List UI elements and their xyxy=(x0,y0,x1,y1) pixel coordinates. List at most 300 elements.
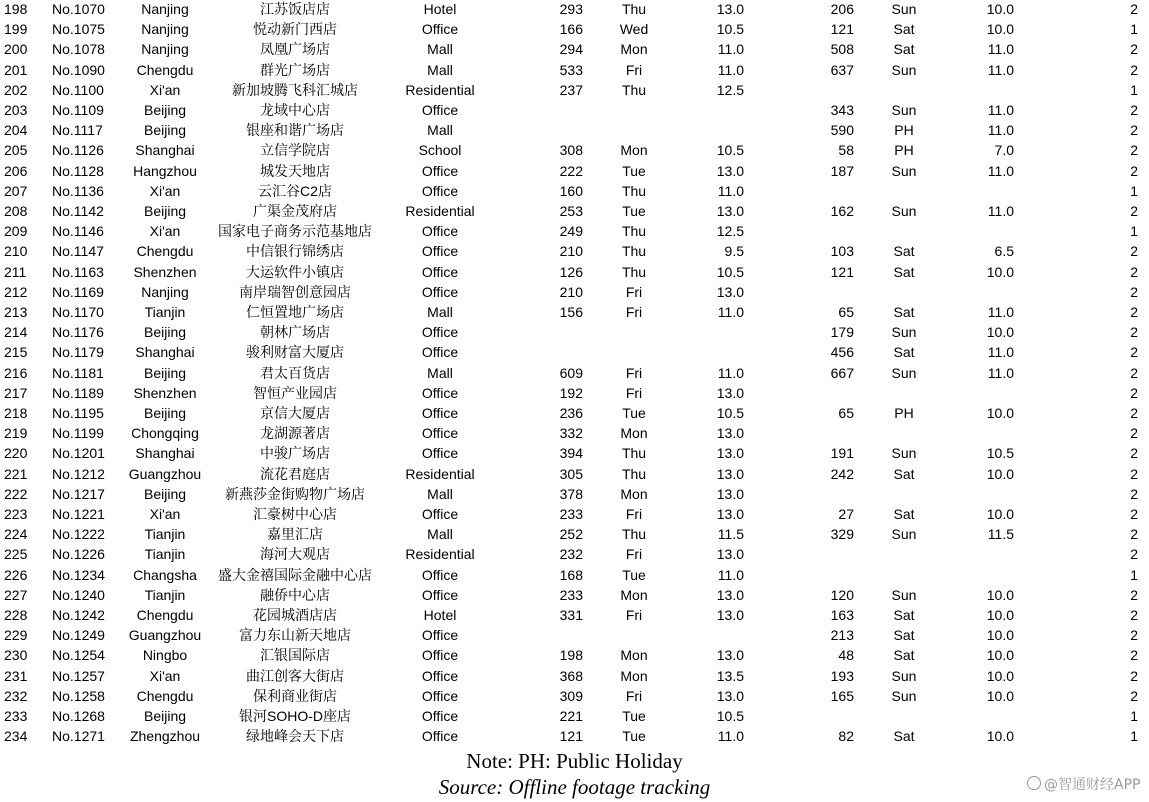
weekend-visits-cell: 187 xyxy=(830,162,854,179)
weekday-day-cell: Thu xyxy=(621,243,647,260)
row-index-cell: 224 xyxy=(4,526,28,543)
footnote-source: Source: Offline footage tracking xyxy=(438,775,711,799)
store-number-cell: No.1226 xyxy=(52,546,105,563)
table-row xyxy=(0,201,1149,221)
store-name-cell: 曲江创客大街店 xyxy=(246,667,344,684)
weekday-visits-cell: 126 xyxy=(559,263,583,280)
table-row xyxy=(0,544,1149,564)
row-index-cell: 223 xyxy=(4,506,28,522)
table-row xyxy=(0,302,1149,322)
city-cell: Xi'an xyxy=(149,182,181,199)
store-type-cell: Office xyxy=(421,445,459,462)
weekend-visits-cell: 590 xyxy=(830,122,854,139)
weekend-hours-cell: 10.0 xyxy=(986,667,1014,684)
store-name-cell: 中骏广场店 xyxy=(260,445,330,462)
weekend-day-cell: Sun xyxy=(891,203,917,219)
weekend-day-cell: Sun xyxy=(891,61,917,78)
weekend-visits-cell: 456 xyxy=(830,344,854,361)
store-name-cell: 富力东山新天地店 xyxy=(239,627,351,644)
row-index-cell: 210 xyxy=(4,243,28,260)
weekday-day-cell: Wed xyxy=(619,21,649,38)
weekday-day-cell: Fri xyxy=(625,61,643,78)
store-name-cell: 骏利财富大厦店 xyxy=(246,344,344,361)
weekday-hours-cell: 9.5 xyxy=(724,243,744,260)
count-cell: 2 xyxy=(1130,445,1138,462)
city-cell: Nanjing xyxy=(141,21,189,38)
store-name-cell: 悦动新门西店 xyxy=(253,21,337,38)
weekday-hours-cell: 13.0 xyxy=(716,162,744,179)
row-index-cell: 214 xyxy=(4,324,28,341)
row-index-cell: 211 xyxy=(4,263,27,280)
store-number-cell: No.1075 xyxy=(52,21,105,38)
store-name-cell: 城发天地店 xyxy=(260,162,330,179)
table-row xyxy=(0,585,1149,605)
weekend-visits-cell: 163 xyxy=(830,607,854,623)
weekday-day-cell: Tue xyxy=(622,708,646,724)
weekend-visits-cell: 343 xyxy=(830,102,854,118)
count-cell: 2 xyxy=(1130,263,1138,280)
weekday-visits-cell: 233 xyxy=(559,506,583,522)
store-name-cell: 京信大厦店 xyxy=(260,405,330,421)
store-type-cell: Office xyxy=(421,566,459,583)
weekend-visits-cell: 82 xyxy=(838,728,854,745)
weekend-day-cell: Sat xyxy=(893,647,915,664)
weekday-day-cell: Thu xyxy=(621,263,647,280)
count-cell: 2 xyxy=(1130,586,1138,603)
weekend-day-cell: PH xyxy=(894,142,914,159)
store-type-cell: Office xyxy=(421,21,459,38)
weekday-day-cell: Thu xyxy=(621,1,647,17)
row-index-cell: 212 xyxy=(4,283,28,300)
city-cell: Xi'an xyxy=(149,81,181,98)
city-cell: Chengdu xyxy=(136,61,194,78)
weekend-hours-cell: 11.0 xyxy=(987,122,1014,139)
store-number-cell: No.1078 xyxy=(52,41,105,58)
weekday-visits-cell: 309 xyxy=(559,687,583,704)
store-number-cell: No.1222 xyxy=(52,526,105,543)
weekday-visits-cell: 308 xyxy=(559,142,583,159)
count-cell: 2 xyxy=(1130,102,1138,118)
count-cell: 2 xyxy=(1130,41,1138,58)
row-index-cell: 209 xyxy=(4,223,28,240)
count-cell: 2 xyxy=(1130,304,1138,320)
store-name-cell: 朝林广场店 xyxy=(260,324,330,341)
weekday-visits-cell: 121 xyxy=(559,728,583,745)
weekend-day-cell: Sun xyxy=(891,687,917,704)
weekend-visits-cell: 165 xyxy=(830,687,854,704)
row-index-cell: 201 xyxy=(4,61,28,78)
weekday-day-cell: Thu xyxy=(621,81,647,98)
store-type-cell: Office xyxy=(421,223,459,240)
table-row xyxy=(0,605,1149,625)
weekday-visits-cell: 192 xyxy=(559,384,583,401)
weekday-visits-cell: 210 xyxy=(559,243,583,260)
row-index-cell: 205 xyxy=(4,142,28,159)
store-type-cell: Office xyxy=(421,425,459,442)
store-number-cell: No.1242 xyxy=(52,607,105,623)
weekday-visits-cell: 378 xyxy=(559,485,583,502)
store-name-cell: 汇银国际店 xyxy=(260,647,330,664)
store-number-cell: No.1100 xyxy=(52,81,104,98)
row-index-cell: 200 xyxy=(4,41,28,58)
store-number-cell: No.1268 xyxy=(52,708,105,724)
table-row xyxy=(0,565,1149,585)
store-name-cell: 江苏饭店店 xyxy=(260,1,330,17)
weekday-visits-cell: 253 xyxy=(559,203,583,219)
weekend-hours-cell: 10.0 xyxy=(986,728,1014,745)
footnote-note: Note: PH: Public Holiday xyxy=(466,749,683,773)
weekday-day-cell: Fri xyxy=(625,506,643,522)
store-type-cell: Office xyxy=(421,586,459,603)
store-name-cell: 智恒产业园店 xyxy=(253,384,337,401)
store-number-cell: No.1117 xyxy=(52,122,103,139)
city-cell: Chengdu xyxy=(136,607,194,623)
weekend-day-cell: Sat xyxy=(893,465,915,482)
table-row xyxy=(0,181,1149,201)
store-type-cell: Mall xyxy=(427,304,453,320)
row-index-cell: 204 xyxy=(4,122,28,139)
city-cell: Xi'an xyxy=(149,667,181,684)
weekday-visits-cell: 305 xyxy=(559,465,583,482)
weekend-hours-cell: 10.0 xyxy=(986,324,1014,341)
weekend-visits-cell: 65 xyxy=(838,304,854,320)
store-number-cell: No.1070 xyxy=(52,1,105,17)
table-row xyxy=(0,241,1149,261)
weekday-day-cell: Thu xyxy=(621,445,647,462)
table-row xyxy=(0,363,1149,383)
store-name-cell: 花园城酒店店 xyxy=(253,607,337,623)
weekday-hours-cell: 13.0 xyxy=(716,647,744,664)
weekend-visits-cell: 48 xyxy=(838,647,854,664)
weekend-hours-cell: 10.5 xyxy=(986,445,1014,462)
count-cell: 1 xyxy=(1130,21,1138,38)
count-cell: 2 xyxy=(1130,526,1138,543)
city-cell: Chengdu xyxy=(136,687,194,704)
row-index-cell: 228 xyxy=(4,607,28,623)
weekend-day-cell: Sun xyxy=(891,526,917,543)
weekday-visits-cell: 237 xyxy=(559,81,583,98)
city-cell: Tianjin xyxy=(144,526,186,543)
store-type-cell: Office xyxy=(421,667,459,684)
store-number-cell: No.1201 xyxy=(52,445,105,462)
weekend-visits-cell: 667 xyxy=(830,364,854,381)
store-number-cell: No.1271 xyxy=(52,728,105,745)
weekend-hours-cell: 10.0 xyxy=(986,687,1014,704)
count-cell: 2 xyxy=(1130,506,1138,522)
count-cell: 2 xyxy=(1130,687,1138,704)
store-name-cell: 汇豪树中心店 xyxy=(253,506,337,522)
store-number-cell: No.1126 xyxy=(52,142,104,159)
weekday-hours-cell: 13.0 xyxy=(716,384,744,401)
weekday-hours-cell: 13.0 xyxy=(716,1,744,17)
store-type-cell: Hotel xyxy=(423,607,457,623)
weekday-visits-cell: 198 xyxy=(559,647,583,664)
store-name-cell: 海河大观店 xyxy=(260,546,330,563)
store-type-cell: Office xyxy=(421,243,459,260)
store-type-cell: Office xyxy=(421,687,459,704)
table-row xyxy=(0,423,1149,443)
weekday-hours-cell: 13.5 xyxy=(716,667,744,684)
store-number-cell: No.1221 xyxy=(52,506,105,522)
weekday-visits-cell: 166 xyxy=(559,21,583,38)
count-cell: 2 xyxy=(1130,667,1138,684)
store-type-cell: Office xyxy=(421,405,459,421)
table-row xyxy=(0,39,1149,59)
store-type-cell: Office xyxy=(421,283,459,300)
city-cell: Shenzhen xyxy=(133,384,197,401)
table-row xyxy=(0,383,1149,403)
store-type-cell: Hotel xyxy=(423,1,457,17)
row-index-cell: 232 xyxy=(4,687,28,704)
weekend-visits-cell: 162 xyxy=(830,203,854,219)
store-number-cell: No.1179 xyxy=(52,344,104,361)
store-type-cell: Office xyxy=(421,384,459,401)
store-number-cell: No.1090 xyxy=(52,61,105,78)
store-number-cell: No.1147 xyxy=(52,243,104,260)
row-index-cell: 198 xyxy=(4,1,28,17)
store-name-cell: 银座和谐广场店 xyxy=(246,122,344,139)
weekday-day-cell: Thu xyxy=(621,182,647,199)
weekend-visits-cell: 179 xyxy=(830,324,854,341)
store-name-cell: 盛大金禧国际金融中心店 xyxy=(218,566,372,583)
weekend-hours-cell: 11.0 xyxy=(987,102,1014,118)
weekend-visits-cell: 213 xyxy=(830,627,854,644)
count-cell: 2 xyxy=(1130,243,1138,260)
weekend-day-cell: Sat xyxy=(893,607,915,623)
store-name-cell: 绿地峰会天下店 xyxy=(246,728,344,745)
weekend-visits-cell: 508 xyxy=(830,41,854,58)
weekday-hours-cell: 13.0 xyxy=(716,425,744,442)
weekday-hours-cell: 11.0 xyxy=(717,364,744,381)
store-name-cell: 仁恒置地广场店 xyxy=(246,304,344,320)
weekend-hours-cell: 11.0 xyxy=(987,304,1014,320)
row-index-cell: 217 xyxy=(4,384,28,401)
store-name-cell: 云汇谷C2店 xyxy=(258,182,332,199)
table-row xyxy=(0,322,1149,342)
table-row xyxy=(0,342,1149,362)
weekday-day-cell: Fri xyxy=(625,384,643,401)
store-type-cell: Residential xyxy=(405,465,475,482)
store-number-cell: No.1258 xyxy=(52,687,105,704)
weekend-day-cell: Sun xyxy=(891,162,917,179)
logo-icon xyxy=(1027,776,1041,790)
city-cell: Ningbo xyxy=(142,647,188,664)
weekday-hours-cell: 13.0 xyxy=(716,586,744,603)
weekday-hours-cell: 12.5 xyxy=(716,223,744,240)
store-name-cell: 龙域中心店 xyxy=(260,102,330,118)
city-cell: Xi'an xyxy=(149,506,181,522)
city-cell: Nanjing xyxy=(141,1,189,17)
city-cell: Beijing xyxy=(143,102,187,118)
row-index-cell: 219 xyxy=(4,425,28,442)
store-type-cell: Office xyxy=(421,162,459,179)
store-type-cell: School xyxy=(418,142,462,159)
table-row xyxy=(0,221,1149,241)
store-number-cell: No.1240 xyxy=(52,586,105,603)
weekday-hours-cell: 10.5 xyxy=(716,142,744,159)
city-cell: Shenzhen xyxy=(133,263,197,280)
city-cell: Shanghai xyxy=(135,344,195,361)
city-cell: Beijing xyxy=(143,708,187,724)
weekday-hours-cell: 10.5 xyxy=(716,263,744,280)
weekend-visits-cell: 65 xyxy=(838,405,854,421)
weekend-day-cell: Sun xyxy=(891,324,917,341)
row-index-cell: 199 xyxy=(4,21,28,38)
table-row xyxy=(0,464,1149,484)
weekday-visits-cell: 331 xyxy=(559,607,583,623)
weekday-visits-cell: 533 xyxy=(559,61,583,78)
weekday-hours-cell: 11.0 xyxy=(717,41,744,58)
count-cell: 2 xyxy=(1130,122,1138,139)
weekend-hours-cell: 10.0 xyxy=(986,21,1014,38)
row-index-cell: 207 xyxy=(4,182,28,199)
store-type-cell: Mall xyxy=(427,526,453,543)
city-cell: Nanjing xyxy=(141,41,189,58)
table-row xyxy=(0,161,1149,181)
store-name-cell: 保利商业街店 xyxy=(253,687,337,704)
store-type-cell: Office xyxy=(421,728,459,745)
weekday-visits-cell: 232 xyxy=(559,546,583,563)
count-cell: 2 xyxy=(1130,647,1138,664)
row-index-cell: 215 xyxy=(4,344,28,361)
weekend-hours-cell: 10.0 xyxy=(986,405,1014,421)
weekend-hours-cell: 10.0 xyxy=(986,607,1014,623)
store-type-cell: Mall xyxy=(427,485,453,502)
weekend-day-cell: Sun xyxy=(891,1,917,17)
weekend-visits-cell: 637 xyxy=(830,61,854,78)
weekend-visits-cell: 121 xyxy=(830,21,854,38)
weekend-day-cell: PH xyxy=(894,122,914,139)
table-row xyxy=(0,484,1149,504)
store-type-cell: Mall xyxy=(427,41,453,58)
weekday-hours-cell: 11.5 xyxy=(717,526,744,543)
store-name-cell: 新加坡腾飞科汇城店 xyxy=(232,81,358,98)
weekend-hours-cell: 11.0 xyxy=(987,41,1014,58)
store-number-cell: No.1212 xyxy=(52,465,105,482)
weekday-day-cell: Mon xyxy=(620,667,648,684)
city-cell: Changsha xyxy=(133,566,197,583)
row-index-cell: 230 xyxy=(4,647,28,664)
weekend-day-cell: Sun xyxy=(891,364,917,381)
count-cell: 1 xyxy=(1130,708,1138,724)
weekend-visits-cell: 193 xyxy=(830,667,854,684)
weekend-hours-cell: 10.0 xyxy=(986,647,1014,664)
table-row xyxy=(0,706,1149,726)
store-type-cell: Office xyxy=(421,324,459,341)
count-cell: 1 xyxy=(1130,182,1138,199)
row-index-cell: 220 xyxy=(4,445,28,462)
store-number-cell: No.1146 xyxy=(52,223,104,240)
store-type-cell: Mall xyxy=(427,61,453,78)
count-cell: 2 xyxy=(1130,283,1138,300)
weekday-visits-cell: 168 xyxy=(559,566,583,583)
store-number-cell: No.1217 xyxy=(52,485,105,502)
store-name-cell: 中信银行锦绣店 xyxy=(246,243,344,260)
store-name-cell: 流花君庭店 xyxy=(260,465,330,482)
weekday-day-cell: Fri xyxy=(625,304,643,320)
weekday-visits-cell: 249 xyxy=(559,223,583,240)
weekday-visits-cell: 210 xyxy=(559,283,583,300)
weekend-day-cell: Sat xyxy=(893,627,915,644)
count-cell: 2 xyxy=(1130,405,1138,421)
weekend-visits-cell: 191 xyxy=(830,445,854,462)
weekday-visits-cell: 293 xyxy=(559,1,583,17)
weekend-visits-cell: 58 xyxy=(838,142,854,159)
weekend-visits-cell: 120 xyxy=(830,586,854,603)
store-type-cell: Mall xyxy=(427,122,453,139)
weekday-day-cell: Tue xyxy=(622,566,646,583)
table-row xyxy=(0,80,1149,100)
store-type-cell: Office xyxy=(421,182,459,199)
weekday-day-cell: Tue xyxy=(622,405,646,421)
weekend-day-cell: Sat xyxy=(893,243,915,260)
table-row xyxy=(0,262,1149,282)
weekday-day-cell: Thu xyxy=(621,465,647,482)
table-row xyxy=(0,645,1149,665)
weekday-visits-cell: 160 xyxy=(559,182,583,199)
city-cell: Zhengzhou xyxy=(129,728,201,745)
count-cell: 2 xyxy=(1130,607,1138,623)
store-number-cell: No.1169 xyxy=(52,283,104,300)
count-cell: 2 xyxy=(1130,425,1138,442)
weekday-day-cell: Mon xyxy=(620,425,648,442)
count-cell: 2 xyxy=(1130,364,1138,381)
store-type-cell: Office xyxy=(421,263,459,280)
weekday-visits-cell: 156 xyxy=(559,304,583,320)
store-number-cell: No.1234 xyxy=(52,566,105,583)
weekday-hours-cell: 10.5 xyxy=(716,21,744,38)
weekday-visits-cell: 252 xyxy=(559,526,583,543)
weekend-day-cell: Sun xyxy=(891,667,917,684)
store-number-cell: No.1199 xyxy=(52,425,104,442)
store-number-cell: No.1109 xyxy=(52,102,104,118)
weekday-visits-cell: 368 xyxy=(559,667,583,684)
weekday-hours-cell: 13.0 xyxy=(716,607,744,623)
weekday-hours-cell: 13.0 xyxy=(716,687,744,704)
count-cell: 1 xyxy=(1130,223,1138,240)
store-name-cell: 国家电子商务示范基地店 xyxy=(218,223,372,240)
store-name-cell: 群光广场店 xyxy=(260,61,330,78)
city-cell: Tianjin xyxy=(144,304,186,320)
weekend-hours-cell: 10.0 xyxy=(986,465,1014,482)
weekday-day-cell: Fri xyxy=(625,687,643,704)
table-row xyxy=(0,100,1149,120)
weekend-hours-cell: 11.0 xyxy=(987,364,1014,381)
city-cell: Shanghai xyxy=(135,445,195,462)
table-row xyxy=(0,60,1149,80)
weekday-day-cell: Tue xyxy=(622,162,646,179)
table-row xyxy=(0,666,1149,686)
weekday-visits-cell: 222 xyxy=(559,162,583,179)
weekday-visits-cell: 332 xyxy=(559,425,583,442)
weekday-visits-cell: 394 xyxy=(559,445,583,462)
store-number-cell: No.1163 xyxy=(52,263,104,280)
table-row xyxy=(0,0,1149,19)
watermark xyxy=(1027,774,1140,794)
weekday-visits-cell: 221 xyxy=(559,708,583,724)
weekday-hours-cell: 13.0 xyxy=(716,283,744,300)
store-type-cell: Office xyxy=(421,506,459,522)
store-name-cell: 立信学院店 xyxy=(260,142,330,159)
city-cell: Shanghai xyxy=(135,142,195,159)
row-index-cell: 225 xyxy=(4,546,28,563)
city-cell: Chengdu xyxy=(136,243,194,260)
table-row xyxy=(0,726,1149,746)
row-index-cell: 203 xyxy=(4,102,28,118)
row-index-cell: 208 xyxy=(4,203,28,219)
count-cell: 2 xyxy=(1130,61,1138,78)
table-row xyxy=(0,403,1149,423)
